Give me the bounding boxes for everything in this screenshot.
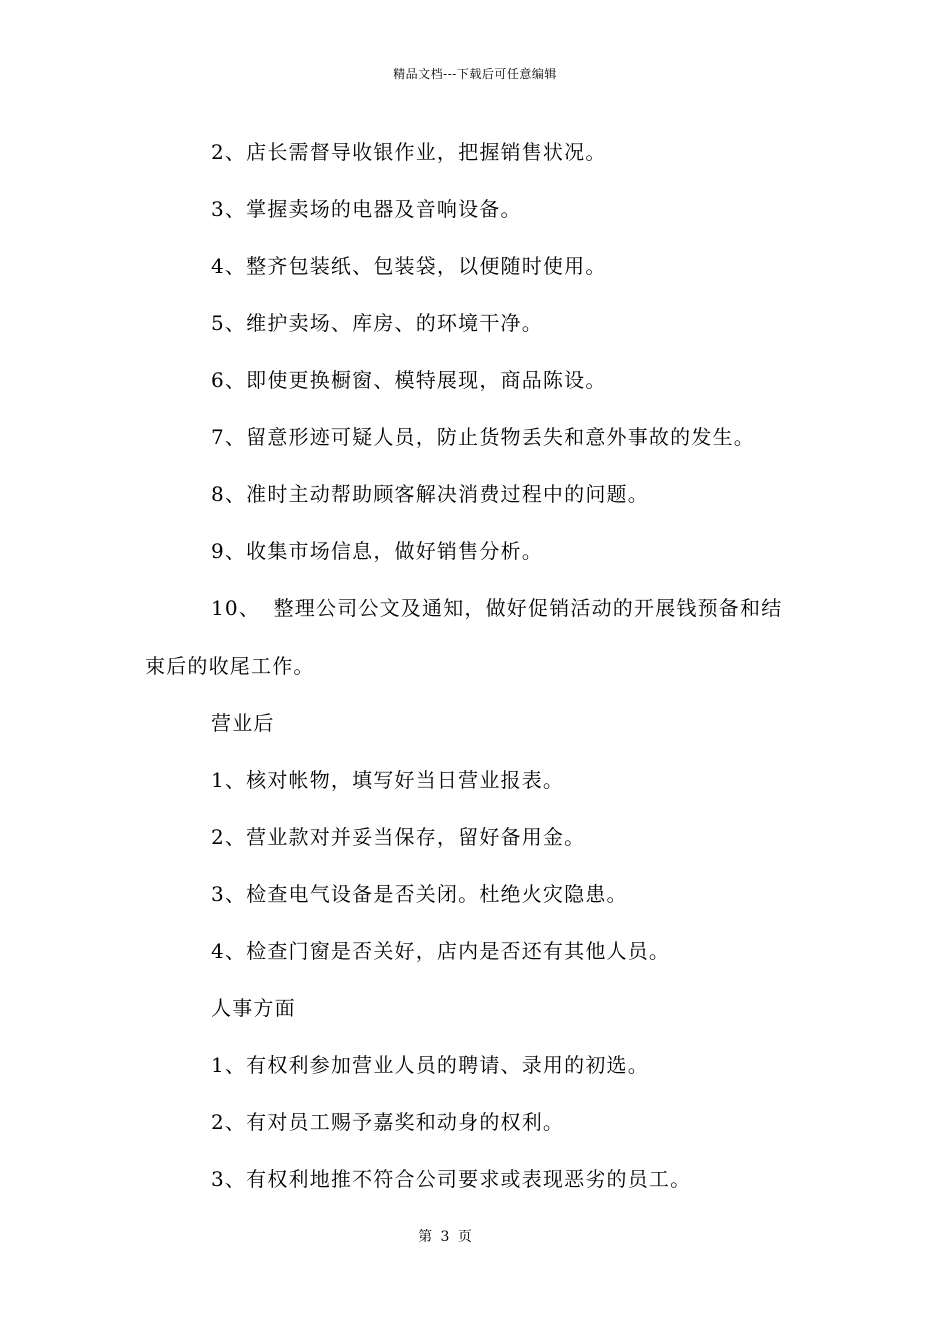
- list-item: 3、掌握卖场的电器及音响设备。: [211, 197, 522, 221]
- list-item: 3、有权利地推不符合公司要求或表现恶劣的员工。: [211, 1167, 692, 1191]
- list-item: 2、店长需督导收银作业，把握销售状况。: [211, 140, 607, 164]
- list-item: 4、检查门窗是否关好，店内是否还有其他人员。: [211, 939, 671, 963]
- page-header: 精品文档---下载后可任意编辑: [393, 67, 557, 81]
- list-item: 5、维护卖场、库房、的环境干净。: [211, 311, 543, 335]
- section-heading: 人事方面: [211, 996, 296, 1020]
- list-item: 8、准时主动帮助顾客解决消费过程中的问题。: [211, 482, 649, 506]
- list-item: 1、有权利参加营业人员的聘请、录用的初选。: [211, 1053, 649, 1077]
- list-item: 2、有对员工赐予嘉奖和动身的权利。: [211, 1110, 565, 1134]
- page-number: 第 3 页: [418, 1229, 472, 1245]
- list-item: 9、收集市场信息，做好销售分析。: [211, 539, 543, 563]
- list-item: 2、营业款对并妥当保存，留好备用金。: [211, 825, 586, 849]
- section-heading: 营业后: [211, 711, 275, 735]
- list-item: 4、整齐包装纸、包装袋，以便随时使用。: [211, 254, 607, 278]
- list-item: 10、 整理公司公文及通知，做好促销活动的开展钱预备和结: [211, 596, 783, 620]
- list-item: 3、检查电气设备是否关闭。杜绝火灾隐患。: [211, 882, 628, 906]
- list-item: 1、核对帐物，填写好当日营业报表。: [211, 768, 565, 792]
- list-item: 6、即使更换橱窗、模特展现，商品陈设。: [211, 368, 607, 392]
- list-item: 7、留意形迹可疑人员，防止货物丢失和意外事故的发生。: [211, 425, 755, 449]
- list-item-continuation: 束后的收尾工作。: [145, 654, 315, 678]
